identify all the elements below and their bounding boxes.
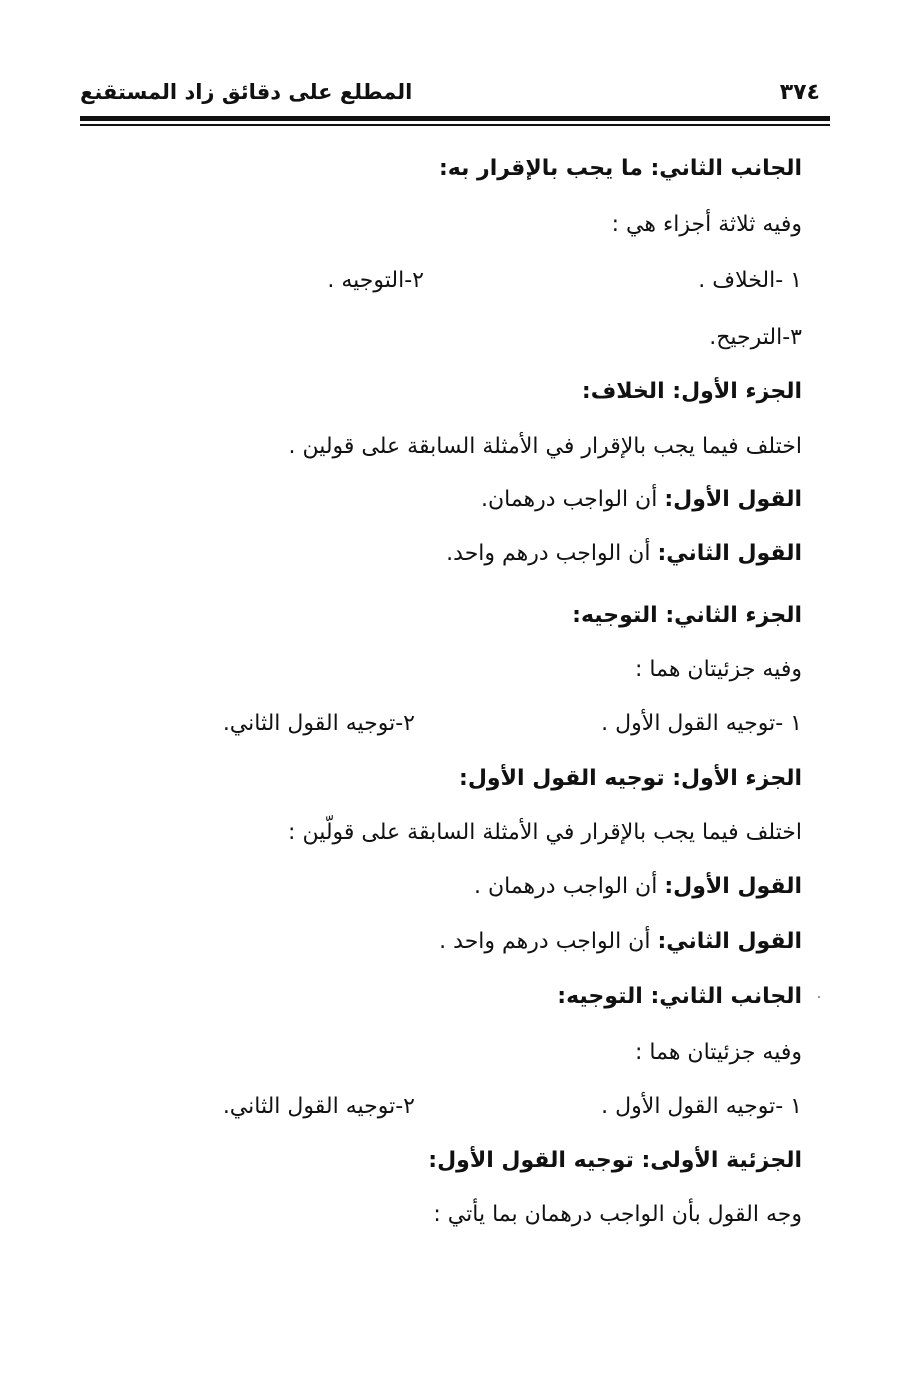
paragraph: وفيه جزئيتان هما :: [635, 657, 802, 682]
subsection-heading: الجزئية الأولى: توجيه القول الأول:: [428, 1148, 802, 1173]
list-item: ٣-الترجيح.: [709, 325, 802, 350]
opinion-line: [446, 541, 802, 566]
opinion-label: القول الثاني:: [657, 541, 802, 566]
list-item: ٢-التوجيه .: [327, 268, 424, 293]
section-heading: الجانب الثاني: ما يجب بالإقرار به:: [438, 156, 802, 181]
section-heading: الجانب الثاني: التوجيه:: [557, 984, 802, 1009]
list-item: ١ -توجيه القول الأول .: [601, 711, 802, 736]
paragraph: وفيه جزئيتان هما :: [635, 1040, 802, 1065]
page-number: ٣٧٤: [779, 80, 820, 105]
paragraph: اختلف فيما يجب بالإقرار في الأمثلة السابقة على قولين .: [288, 434, 802, 459]
list-item: ١ -الخلاف .: [698, 268, 802, 293]
subsection-heading: الجزء الأول: الخلاف:: [581, 379, 802, 404]
opinion-label: القول الثاني:: [657, 929, 802, 954]
header-rule-thick: [80, 116, 830, 121]
subsection-heading: الجزء الأول: توجيه القول الأول:: [459, 766, 802, 791]
paragraph: وفيه ثلاثة أجزاء هي :: [611, 212, 802, 237]
opinion-text: أن الواجب درهم واحد .: [439, 929, 651, 954]
list-item: ٢-توجيه القول الثاني.: [222, 711, 415, 736]
running-title: المطلع على دقائق زاد المستقنع: [80, 80, 413, 104]
opinion-line: [474, 874, 802, 899]
opinion-label: القول الأول:: [664, 487, 802, 512]
opinion-text: أن الواجب درهمان .: [473, 874, 658, 899]
page-header: [80, 78, 830, 118]
header-rule-thin: [80, 124, 830, 126]
paragraph: وجه القول بأن الواجب درهمان بما يأتي :: [433, 1202, 802, 1227]
opinion-line: [439, 929, 802, 954]
paragraph: اختلف فيما يجب بالإقرار في الأمثلة السابقة على قولّين :: [288, 820, 802, 845]
scan-speck: [818, 996, 820, 998]
list-item: ١ -توجيه القول الأول .: [601, 1094, 802, 1119]
list-item: ٢-توجيه القول الثاني.: [222, 1094, 415, 1119]
opinion-line: [481, 487, 802, 512]
opinion-text: أن الواجب درهم واحد.: [446, 541, 651, 566]
opinion-text: أن الواجب درهمان.: [480, 487, 658, 512]
opinion-label: القول الأول:: [664, 874, 802, 899]
subsection-heading: الجزء الثاني: التوجيه:: [572, 603, 802, 628]
